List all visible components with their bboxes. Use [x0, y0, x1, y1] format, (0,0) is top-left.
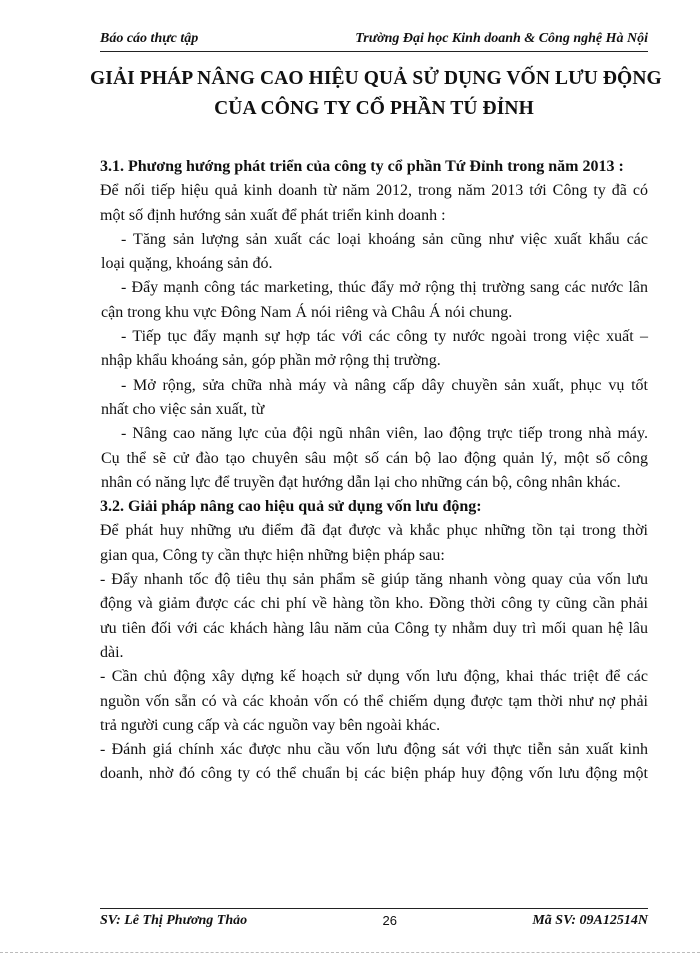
title-line-1: GIẢI PHÁP NÂNG CAO HIỆU QUẢ SỬ DỤNG VỐN LƯU ĐỘNG [90, 68, 662, 89]
header-left: Báo cáo thực tập [100, 31, 199, 46]
bullet-line: nguồn vốn sẵn có và các khoản vốn có thể chiếm dụng được tạm thời như nợ phải [100, 692, 648, 710]
bullet-line: - Cần chủ động xây dựng kế hoạch sử dụng vốn lưu động, khai thác triệt để các [100, 668, 648, 686]
bullet-line: nhất cho việc sản xuất, từ [101, 400, 265, 418]
bullet-line: trả người cung cấp và các nguồn vay bên ngoài khác. [100, 716, 441, 734]
bullet-line: - Đẩy mạnh công tác marketing, thúc đẩy mở rộng thị trường sang các nước lân [121, 279, 648, 297]
header-right: Trường Đại học Kinh doanh & Công nghệ Hà Nội [355, 31, 648, 46]
bullet-line: doanh, nhờ đó công ty có thể chuẩn bị các biện pháp huy động vốn lưu động một [100, 765, 648, 783]
page-number: 26 [382, 913, 397, 928]
bullet-line: động và giảm được các chi phí về hàng tồn kho. Đồng thời công ty cũng cần phải [100, 595, 648, 613]
paragraph-line: Để phát huy những ưu điểm đã đạt được và khắc phục những tồn tại trong thời [100, 522, 648, 540]
section-heading-3-2: 3.2. Giải pháp nâng cao hiệu quả sử dụng vốn lưu động: [100, 498, 482, 516]
document-title [90, 64, 662, 124]
bullet-line: dài. [100, 643, 124, 661]
bullet-line: loại quặng, khoáng sản đó. [101, 255, 273, 273]
page-footer [100, 908, 648, 931]
bullet-line: nhập khẩu khoáng sản, góp phần mở rộng thị trường. [101, 352, 441, 370]
bullet-line: - Tiếp tục đẩy mạnh sự hợp tác với các công ty nước ngoài trong việc xuất – [121, 328, 648, 346]
bullet-line: - Đánh giá chính xác được nhu cầu vốn lưu động sát với thực tiễn sản xuất kinh [100, 741, 648, 759]
bullet-line: cận trong khu vực Đông Nam Á nói riêng và Châu Á nói chung. [101, 303, 513, 321]
paragraph-line: gian qua, Công ty cần thực hiện những biện pháp sau: [100, 546, 445, 564]
bullet-line: - Đẩy nhanh tốc độ tiêu thụ sản phẩm sẽ giúp tăng nhanh vòng quay của vốn lưu [100, 571, 648, 589]
bullet-line: - Nâng cao năng lực của đội ngũ nhân viên, lao động trực tiếp trong nhà máy. [121, 425, 648, 443]
bullet-line: - Tăng sản lượng sản xuất các loại khoáng sản cũng như việc xuất khẩu các [121, 230, 648, 248]
paragraph-line: Để nối tiếp hiệu quả kinh doanh từ năm 2012, trong năm 2013 tới Công ty đã có [100, 182, 648, 200]
bullet-line: - Mở rộng, sửa chữa nhà máy và nâng cấp dây chuyền sản xuất, phục vụ tốt [121, 376, 648, 394]
bullet-line: Cụ thể sẽ cử đào tạo chuyên sâu một số cán bộ lao động quản lý, một số công [101, 449, 648, 467]
bullet-line: ưu tiên đối với các khách hàng lâu năm của Công ty nhằm duy trì mối quan hệ lâu [100, 619, 648, 637]
paragraph-line: một số định hướng sản xuất để phát triển kinh doanh : [100, 206, 446, 224]
section-heading-3-1: 3.1. Phương hướng phát triển của công ty cổ phần Tứ Đỉnh trong năm 2013 : [100, 158, 624, 175]
bullet-line: nhân có năng lực để truyền đạt hướng dẫn lại cho những cán bộ, công nhân khác. [101, 473, 621, 491]
page-header [100, 31, 648, 52]
student-id: Mã SV: 09A12514N [532, 913, 648, 928]
title-line-2: CỦA CÔNG TY CỔ PHẦN TÚ ĐỈNH [214, 98, 534, 119]
student-name: SV: Lê Thị Phương Thảo [100, 913, 248, 928]
page-edge-divider [0, 952, 700, 953]
document-body [100, 155, 648, 787]
